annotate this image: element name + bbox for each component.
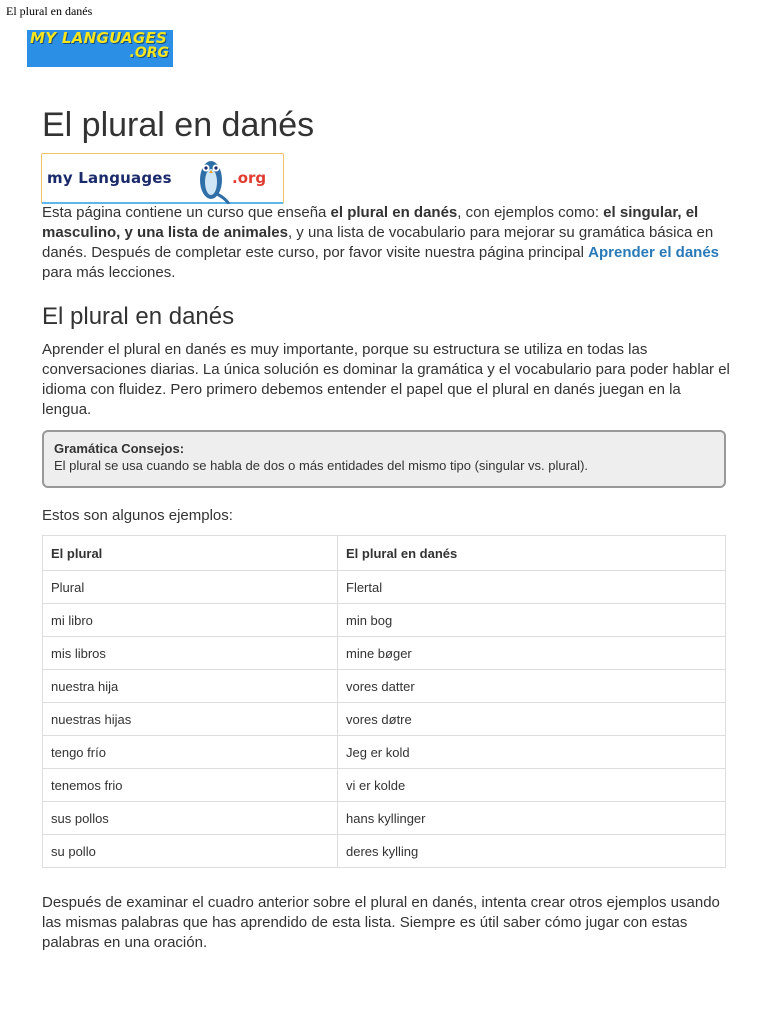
table-cell: mis libros — [43, 637, 338, 670]
table-cell: Plural — [43, 571, 338, 604]
table-cell: Jeg er kold — [338, 736, 726, 769]
table-row — [43, 802, 726, 835]
table-header-row — [43, 536, 726, 571]
section-title: El plural en danés — [42, 303, 235, 330]
section-paragraph: Aprender el plural en danés es muy importante, porque su estructura se utiliza en todas las conversaciones diarias. La única solución es dominar la gramática y el vocabulario para poder hablar el idioma con fluidez. Pero primero debemos entender el papel que el plural en danés juegan en la lengua. — [42, 341, 730, 418]
table-row — [43, 637, 726, 670]
table-cell: hans kyllinger — [338, 802, 726, 835]
table-header: El plural en danés — [338, 536, 726, 571]
vocabulary-table — [42, 535, 726, 868]
logo-line-1: MY LANGUAGES — [30, 29, 168, 47]
table-cell: tenemos frio — [43, 769, 338, 802]
table-cell: nuestras hijas — [43, 703, 338, 736]
table-row — [43, 769, 726, 802]
table-cell: sus pollos — [43, 802, 338, 835]
table-row — [43, 604, 726, 637]
banner-logo[interactable] — [41, 153, 284, 204]
grammar-tip-box — [42, 430, 726, 488]
logo-line-2: .ORG — [129, 45, 169, 61]
site-logo[interactable] — [27, 30, 173, 67]
table-header: El plural — [43, 536, 338, 571]
examples-intro: Estos son algunos ejemplos: — [42, 507, 233, 524]
table-row — [43, 736, 726, 769]
table-row — [43, 571, 726, 604]
intro-paragraph: Esta página contiene un curso que enseña el plural en danés, con ejemplos como: el singular, el masculino, y una lista de animales, y una lista de vocabulario para mejorar su gramática básica en danés. Después de completar este curso, por favor visite nuestra página principal Aprender el danés para más lecciones. — [42, 204, 720, 281]
banner-suffix: .org — [232, 169, 267, 187]
table-row — [43, 835, 726, 868]
document-title: El plural en danés — [6, 4, 93, 18]
table-cell: vores døtre — [338, 703, 726, 736]
table-cell: deres kylling — [338, 835, 726, 868]
table-cell: mi libro — [43, 604, 338, 637]
closing-paragraph: Después de examinar el cuadro anterior sobre el plural en danés, intenta crear otros ejemplos usando las mismas palabras que has aprendido de esta lista. Siempre es útil saber cómo jugar con estas palabras en una oración. — [42, 894, 720, 951]
table-cell: vores datter — [338, 670, 726, 703]
table-cell: Flertal — [338, 571, 726, 604]
page-title: El plural en danés — [42, 106, 315, 144]
table-row — [43, 703, 726, 736]
banner-text: my Languages — [47, 169, 172, 187]
table-cell: tengo frío — [43, 736, 338, 769]
table-cell: vi er kolde — [338, 769, 726, 802]
table-row — [43, 670, 726, 703]
learn-danish-link[interactable]: Aprender el danés — [588, 244, 720, 261]
owl-icon — [197, 156, 231, 204]
tip-body: El plural se usa cuando se habla de dos o más entidades del mismo tipo (singular vs. plural). — [54, 458, 589, 473]
table-cell: min bog — [338, 604, 726, 637]
table-cell: nuestra hija — [43, 670, 338, 703]
table-cell: mine bøger — [338, 637, 726, 670]
tip-title: Gramática Consejos: — [54, 441, 185, 456]
table-cell: su pollo — [43, 835, 338, 868]
